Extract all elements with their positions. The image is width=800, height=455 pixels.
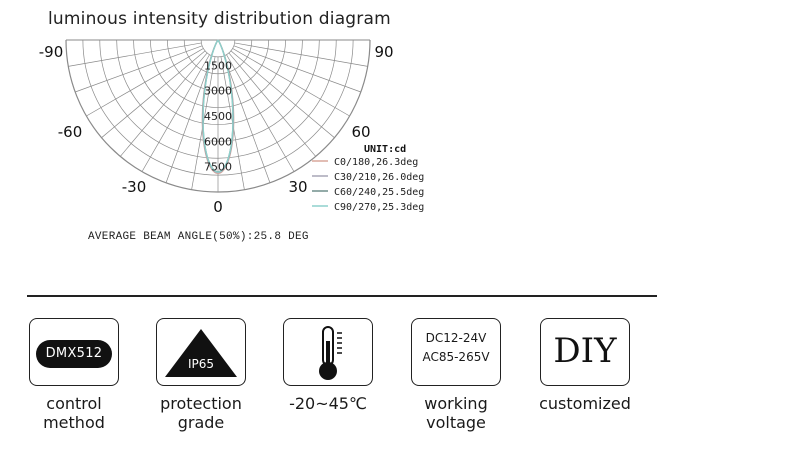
feature-customized bbox=[525, 318, 645, 413]
grid-spoke bbox=[226, 55, 294, 172]
radial-tick-label: 1500 bbox=[204, 59, 232, 73]
radial-tick-label: 4500 bbox=[204, 110, 232, 123]
angle-label: 60 bbox=[351, 123, 371, 141]
legend-entry: C0/180,26.3deg bbox=[334, 157, 419, 168]
voltage-ac: AC85-265V bbox=[422, 350, 490, 364]
voltage-text bbox=[412, 329, 500, 367]
angle-label: -90 bbox=[38, 43, 64, 61]
feature-working-voltage bbox=[396, 318, 516, 432]
dmx512-icon bbox=[29, 318, 119, 386]
radial-tick-label: 6000 bbox=[204, 135, 232, 149]
angle-label: 90 bbox=[374, 43, 394, 61]
ip65-label: IP65 bbox=[187, 357, 215, 371]
caption-line: grade bbox=[177, 413, 225, 432]
caption-line: control bbox=[46, 394, 102, 413]
feature-caption bbox=[14, 394, 134, 432]
feature-caption bbox=[525, 394, 645, 413]
caption-line: -20~45℃ bbox=[289, 394, 367, 413]
average-beam-angle-note: AVERAGE BEAM ANGLE(50%):25.8 DEG bbox=[88, 231, 309, 243]
ip65-triangle-icon bbox=[156, 318, 246, 386]
angle-label: -60 bbox=[57, 123, 83, 141]
angle-label: 0 bbox=[213, 198, 223, 216]
grid-spoke bbox=[235, 43, 368, 66]
radial-tick-label: 7500 bbox=[204, 160, 232, 174]
grid-spoke bbox=[233, 48, 350, 116]
dmx512-badge: DMX512 bbox=[36, 340, 112, 368]
legend-entry: C30/210,26.0deg bbox=[334, 172, 425, 183]
section-divider bbox=[27, 295, 657, 297]
angle-label: 30 bbox=[288, 178, 308, 196]
caption-line: customized bbox=[539, 394, 631, 413]
grid-spoke bbox=[68, 43, 201, 66]
voltage-dc: DC12-24V bbox=[425, 331, 487, 345]
voltage-icon bbox=[411, 318, 501, 386]
feature-caption bbox=[268, 394, 388, 413]
feature-temperature bbox=[268, 318, 388, 413]
feature-protection-grade bbox=[141, 318, 261, 432]
grid-spoke bbox=[86, 48, 203, 116]
feature-control-method bbox=[14, 318, 134, 432]
chart-legend bbox=[312, 144, 424, 213]
caption-line: method bbox=[43, 413, 105, 432]
chart-title: luminous intensity distribution diagram bbox=[48, 9, 391, 29]
triangle-shape bbox=[157, 319, 245, 385]
caption-line: protection bbox=[160, 394, 242, 413]
unit-label: UNIT:cd bbox=[364, 144, 407, 155]
thermometer-icon bbox=[283, 318, 373, 386]
diy-icon bbox=[540, 318, 630, 386]
feature-caption bbox=[396, 394, 516, 432]
feature-caption bbox=[141, 394, 261, 432]
radial-tick-label: 3000 bbox=[204, 84, 232, 98]
diy-label: DIY bbox=[553, 331, 617, 371]
legend-entry: C60/240,25.5deg bbox=[334, 187, 425, 198]
grid-spoke bbox=[142, 55, 210, 172]
caption-line: working bbox=[424, 394, 488, 413]
thermometer-shape bbox=[284, 319, 372, 385]
angle-label: -30 bbox=[121, 178, 147, 196]
caption-line: voltage bbox=[426, 413, 486, 432]
legend-entry: C90/270,25.3deg bbox=[334, 202, 425, 213]
